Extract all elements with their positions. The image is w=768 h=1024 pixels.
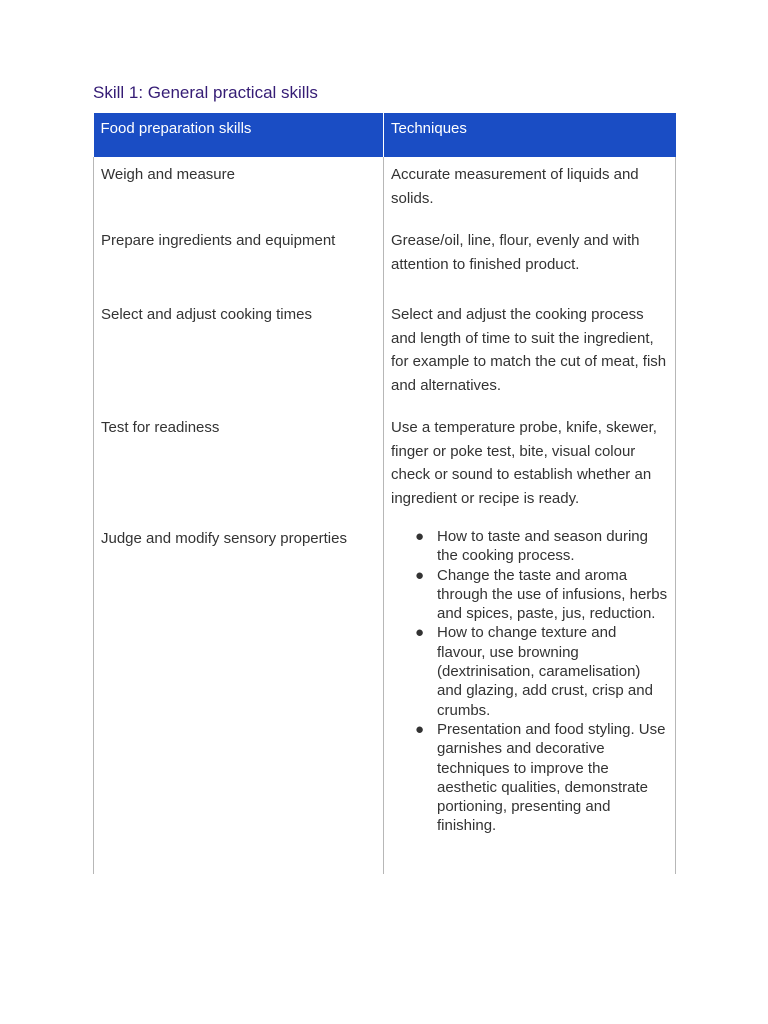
bullet-icon: ● bbox=[415, 528, 425, 545]
bullet-text: Change the taste and aroma through the use of infusions, herbs and spices, paste, jus, reduction. bbox=[437, 566, 668, 623]
skill-cell: Test for readiness bbox=[94, 410, 384, 523]
table-row bbox=[94, 157, 676, 223]
technique-cell: Use a temperature probe, knife, skewer, finger or poke test, bite, visual colour check or sound to establish whether an ingredient or recipe is ready. bbox=[384, 410, 676, 523]
bullet-text: Presentation and food styling. Use garnishes and decorative techniques to improve the aesthetic qualities, demonstrate portioning, presenting and finishing. bbox=[437, 720, 666, 835]
bullet-icon: ● bbox=[415, 720, 425, 738]
table-header-row bbox=[94, 113, 676, 157]
bullet-icon: ● bbox=[415, 624, 425, 642]
technique-cell bbox=[384, 523, 676, 874]
page-title: Skill 1: General practical skills bbox=[93, 83, 318, 102]
bullet-item bbox=[415, 566, 668, 624]
table-row bbox=[94, 410, 676, 523]
bullet-text: How to change texture and flavour, use browning (dextrinisation, caramelisation) and glazing, add crust, crisp and crumbs. bbox=[437, 624, 653, 719]
table-row bbox=[94, 223, 676, 297]
column-header-techniques: Techniques bbox=[384, 113, 676, 157]
bullet-item bbox=[415, 720, 668, 836]
skill-cell: Select and adjust cooking times bbox=[94, 297, 384, 410]
skill-cell: Weigh and measure bbox=[94, 157, 384, 223]
bullet-text: How to taste and season during the cooking process. bbox=[437, 528, 648, 565]
technique-bullet-list bbox=[391, 527, 668, 836]
table-row bbox=[94, 523, 676, 874]
bullet-icon: ● bbox=[415, 566, 425, 584]
technique-cell: Accurate measurement of liquids and solids. bbox=[384, 157, 676, 223]
skill-cell: Prepare ingredients and equipment bbox=[94, 223, 384, 297]
skills-table bbox=[93, 113, 676, 874]
technique-cell: Grease/oil, line, flour, evenly and with attention to finished product. bbox=[384, 223, 676, 297]
bullet-item bbox=[415, 527, 668, 566]
column-header-food-preparation-skills: Food preparation skills bbox=[94, 113, 384, 157]
bullet-item bbox=[415, 623, 668, 719]
skill-cell: Judge and modify sensory properties bbox=[94, 523, 384, 874]
table-row bbox=[94, 297, 676, 410]
technique-cell: Select and adjust the cooking process and length of time to suit the ingredient, for example to match the cut of meat, fish and alternatives. bbox=[384, 297, 676, 410]
